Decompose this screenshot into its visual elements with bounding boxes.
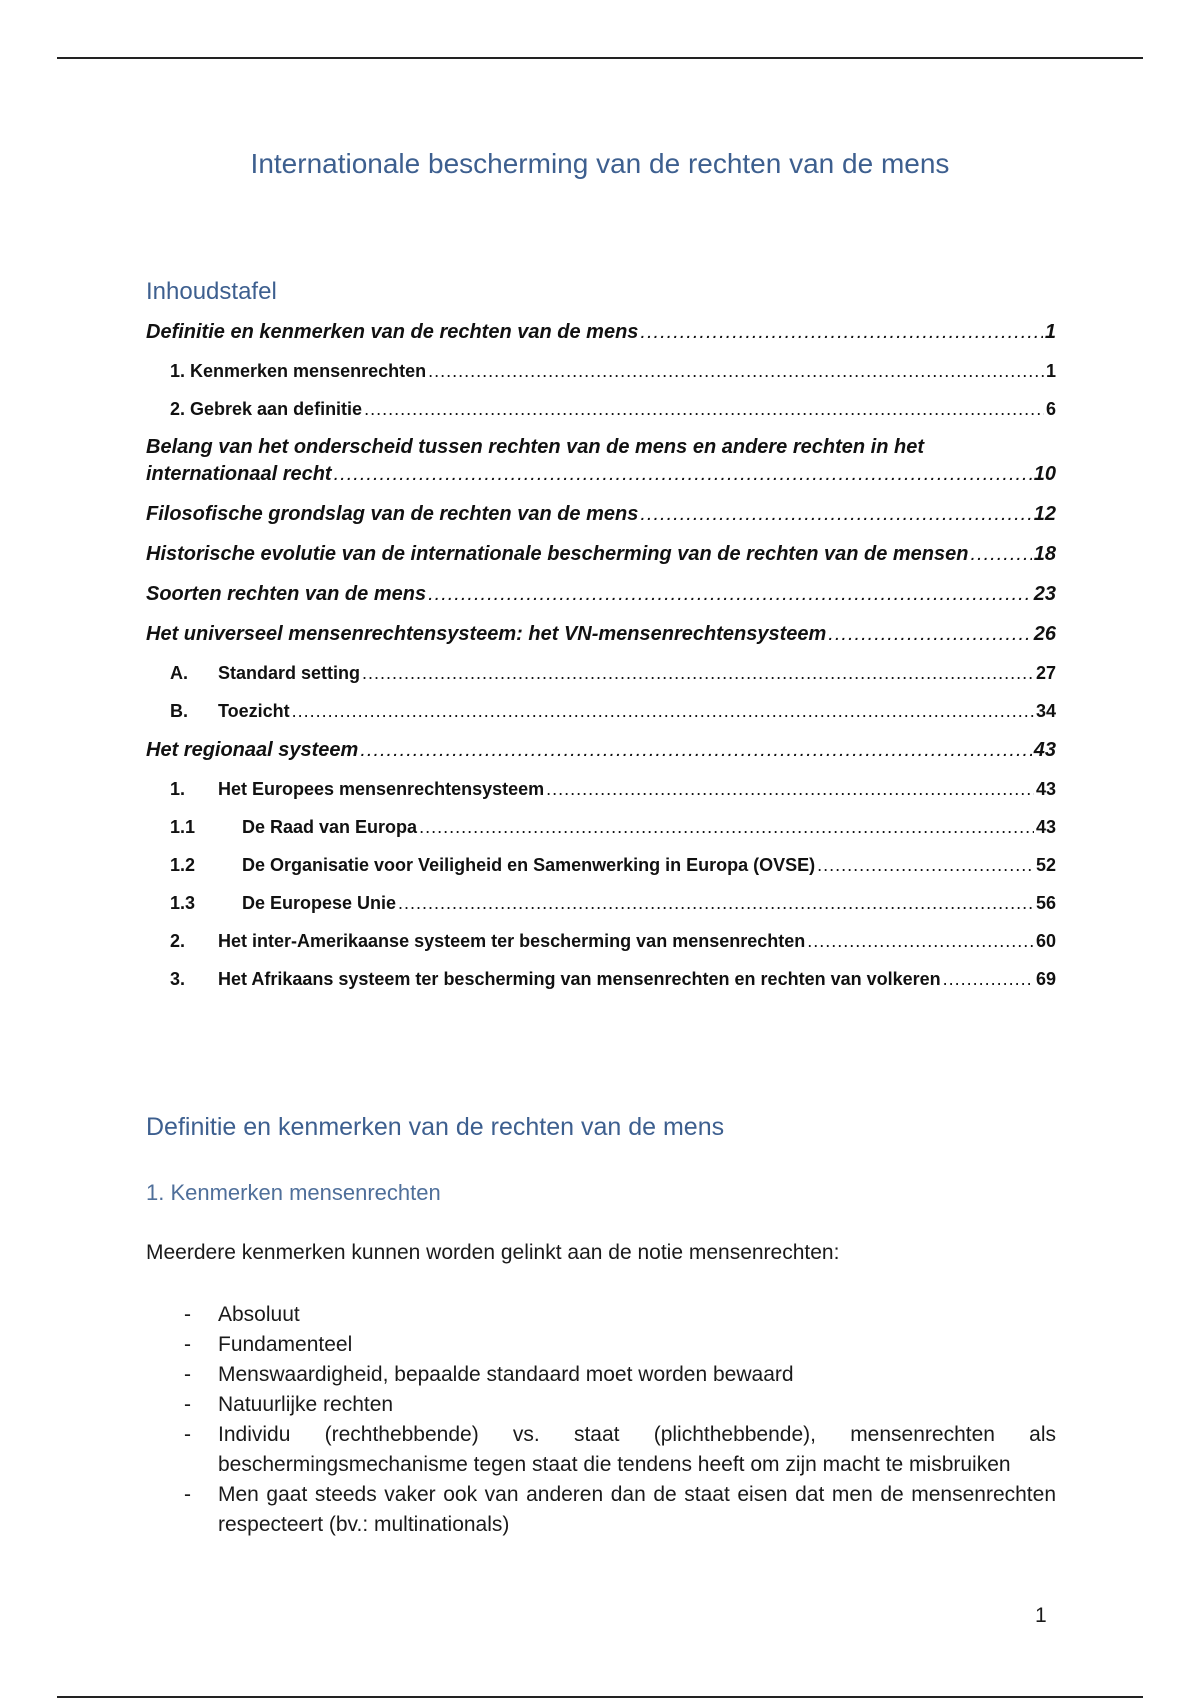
top-rule bbox=[57, 57, 1143, 59]
bottom-rule bbox=[57, 1696, 1143, 1698]
list-item: - Natuurlijke rechten bbox=[146, 1390, 1056, 1420]
toc-entry-label: 2. Gebrek aan definitie bbox=[170, 399, 363, 419]
list-item: - Absoluut bbox=[146, 1300, 1056, 1330]
toc-entry-label: De Raad van Europa bbox=[242, 817, 418, 837]
toc-entry-label: 1. Kenmerken mensenrechten bbox=[170, 361, 427, 381]
toc-entry[interactable] bbox=[146, 738, 1056, 762]
section-heading: Definitie en kenmerken van de rechten van de mens bbox=[146, 1113, 725, 1141]
toc-entry[interactable] bbox=[146, 930, 1056, 952]
list-item: - Fundamenteel bbox=[146, 1330, 1056, 1360]
toc-entry[interactable] bbox=[146, 320, 1056, 344]
toc-entry-label: Het regionaal systeem bbox=[146, 739, 359, 761]
toc-entry-page: 43 bbox=[1035, 779, 1056, 799]
toc-entry-label: Het Afrikaans systeem ter bescherming van mensenrechten en rechten van volkeren bbox=[218, 969, 941, 989]
toc-entry-label: Het Europees mensenrechtensysteem bbox=[218, 779, 545, 799]
toc-entry-label: Toezicht bbox=[218, 701, 290, 721]
page-number: 1 bbox=[1035, 1604, 1047, 1627]
toc-entry-label: Het inter-Amerikaanse systeem ter bescherming van mensenrechten bbox=[218, 931, 806, 951]
toc-entry-label: Het universeel mensenrechtensysteem: het VN-mensenrechtensysteem bbox=[146, 623, 827, 645]
toc-entry-page: 56 bbox=[1035, 893, 1056, 913]
toc-heading: Inhoudstafel bbox=[146, 278, 277, 305]
toc-entry-page: 10 bbox=[1033, 463, 1056, 485]
toc-entry[interactable] bbox=[146, 700, 1056, 722]
toc-entry-page: 18 bbox=[1033, 543, 1056, 565]
toc-entry-label: Standard setting bbox=[218, 663, 361, 683]
toc-entry[interactable] bbox=[146, 816, 1056, 838]
toc-entry-number: 3. bbox=[170, 969, 186, 989]
toc-entry-number: 1.1 bbox=[170, 817, 196, 837]
toc-entry[interactable] bbox=[146, 622, 1056, 646]
toc-entry-page: 1 bbox=[1044, 321, 1056, 343]
toc-entry[interactable] bbox=[146, 968, 1056, 990]
toc-entry-label: internationaal recht bbox=[146, 463, 332, 485]
toc-entry-label: Definitie en kenmerken van de rechten van de mens bbox=[146, 321, 639, 343]
toc-entry-page: 26 bbox=[1033, 623, 1056, 645]
intro-paragraph: Meerdere kenmerken kunnen worden gelinkt aan de notie mensenrechten: bbox=[146, 1241, 840, 1264]
subsection-heading: 1. Kenmerken mensenrechten bbox=[146, 1180, 441, 1205]
toc-entry-number: 1.3 bbox=[170, 893, 196, 913]
toc-entry[interactable] bbox=[146, 542, 1056, 566]
list-item: - Men gaat steeds vaker ook van anderen dan de staat eisen dat men de mensenrechten respecteert (bv.: multinationals) bbox=[146, 1480, 1056, 1540]
toc-entry-label: Soorten rechten van de mens bbox=[146, 583, 427, 605]
document-title: Internationale bescherming van de rechten van de mens bbox=[250, 148, 950, 179]
toc-entry-number: 1. bbox=[170, 779, 186, 799]
toc-entry-number: 2. bbox=[170, 931, 186, 951]
toc-entry-number: B. bbox=[170, 701, 188, 721]
toc-entry[interactable] bbox=[146, 662, 1056, 684]
toc-entry-page: 12 bbox=[1033, 503, 1056, 525]
toc-entry-label: De Organisatie voor Veiligheid en Samenwerking in Europa (OVSE) bbox=[242, 855, 816, 875]
toc-entry[interactable] bbox=[146, 360, 1056, 382]
toc-entry-number: A. bbox=[170, 663, 188, 683]
toc-entry-line-1[interactable]: Belang van het onderscheid tussen rechten van de mens en andere rechten in het bbox=[146, 436, 924, 458]
toc-entry[interactable] bbox=[146, 502, 1056, 526]
toc-entry-page: 34 bbox=[1035, 701, 1056, 721]
toc-entry[interactable] bbox=[146, 398, 1056, 420]
toc-entry[interactable] bbox=[146, 582, 1056, 606]
toc-entry[interactable] bbox=[146, 462, 1056, 486]
toc-entry-page: 1 bbox=[1045, 361, 1056, 381]
toc-entry-number: 1.2 bbox=[170, 855, 196, 875]
toc-entry-page: 6 bbox=[1045, 399, 1056, 419]
toc-entry-label: Historische evolutie van de internationale bescherming van de rechten van de mensen bbox=[146, 543, 969, 565]
toc-entry[interactable] bbox=[146, 778, 1056, 800]
toc-entry-page: 43 bbox=[1033, 739, 1056, 761]
toc-entry-label: Filosofische grondslag van de rechten van de mens bbox=[146, 503, 639, 525]
toc-entry-label: De Europese Unie bbox=[242, 893, 397, 913]
toc-entry-page: 27 bbox=[1035, 663, 1056, 683]
characteristics-list bbox=[146, 1300, 1056, 1540]
list-item: - Menswaardigheid, bepaalde standaard moet worden bewaard bbox=[146, 1360, 1056, 1390]
toc-entry-page: 23 bbox=[1033, 583, 1056, 605]
toc-entry-page: 69 bbox=[1035, 969, 1056, 989]
toc-entry[interactable] bbox=[146, 892, 1056, 914]
list-item: - Individu (rechthebbende) vs. staat (plichthebbende), mensenrechten als beschermingsmechanisme tegen staat die tendens heeft om zijn macht te misbruiken bbox=[146, 1420, 1056, 1480]
toc-entry-page: 52 bbox=[1035, 855, 1056, 875]
toc-entry[interactable] bbox=[146, 854, 1056, 876]
table-of-contents bbox=[146, 320, 1056, 1006]
toc-entry-page: 60 bbox=[1035, 931, 1056, 951]
toc-entry-page: 43 bbox=[1035, 817, 1056, 837]
